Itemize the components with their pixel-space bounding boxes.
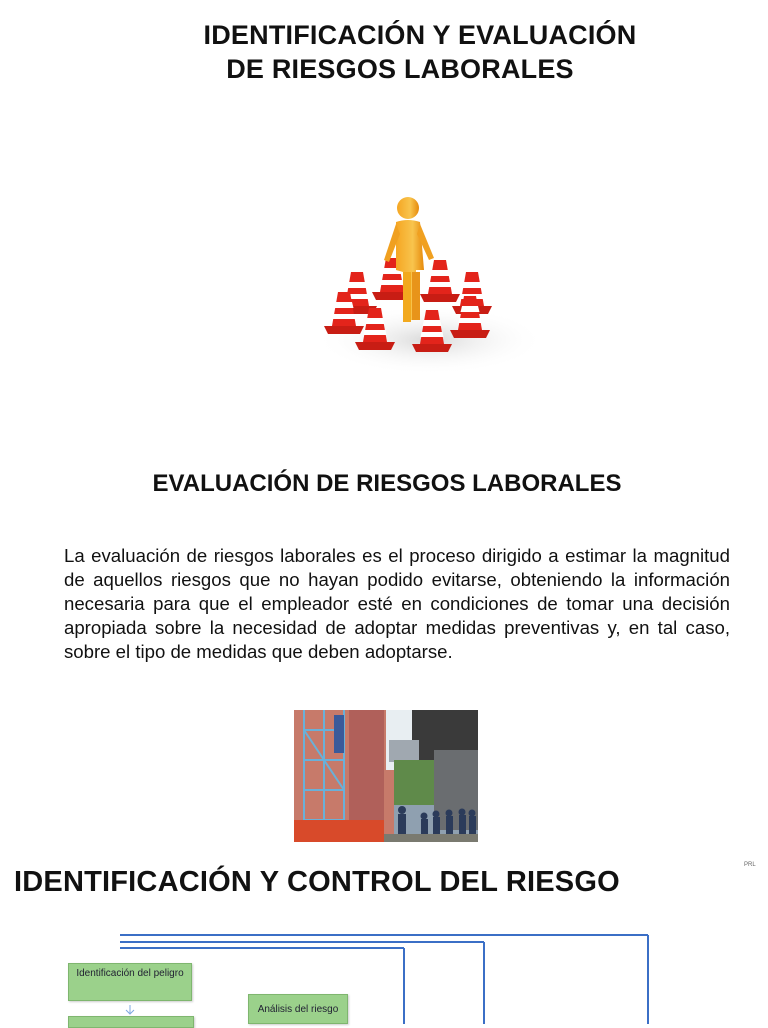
flow-box-partial (68, 1016, 194, 1028)
section-paragraph: La evaluación de riesgos laborales es el proceso dirigido a estimar la magnitud de aquellos riesgos que no hayan podido evitarse, obteniendo la información necesaria para que el empleador esté en condiciones de tomar una decisión apropiada sobre la necesidad de adoptar medidas preventivas y, en tal caso, sobre el tipo de medidas que deben adoptarse. (64, 545, 730, 662)
flow-box-identificacion: Identificación del peligro (68, 963, 192, 1001)
flowchart (0, 930, 768, 1024)
title-line-1: IDENTIFICACIÓN Y EVALUACIÓN (203, 20, 637, 50)
workers-building-photo (294, 710, 478, 842)
section-heading: EVALUACIÓN DE RIESGOS LABORALES (152, 470, 622, 497)
control-heading: IDENTIFICACIÓN Y CONTROL DEL RIESGO (14, 866, 620, 898)
title-line-2: DE RIESGOS LABORALES (226, 54, 574, 84)
person-with-cones-illustration (300, 180, 560, 380)
flow-box-analisis: Análisis del riesgo (248, 994, 348, 1024)
corner-mark: PRL (744, 862, 756, 868)
document-title (0, 18, 768, 86)
